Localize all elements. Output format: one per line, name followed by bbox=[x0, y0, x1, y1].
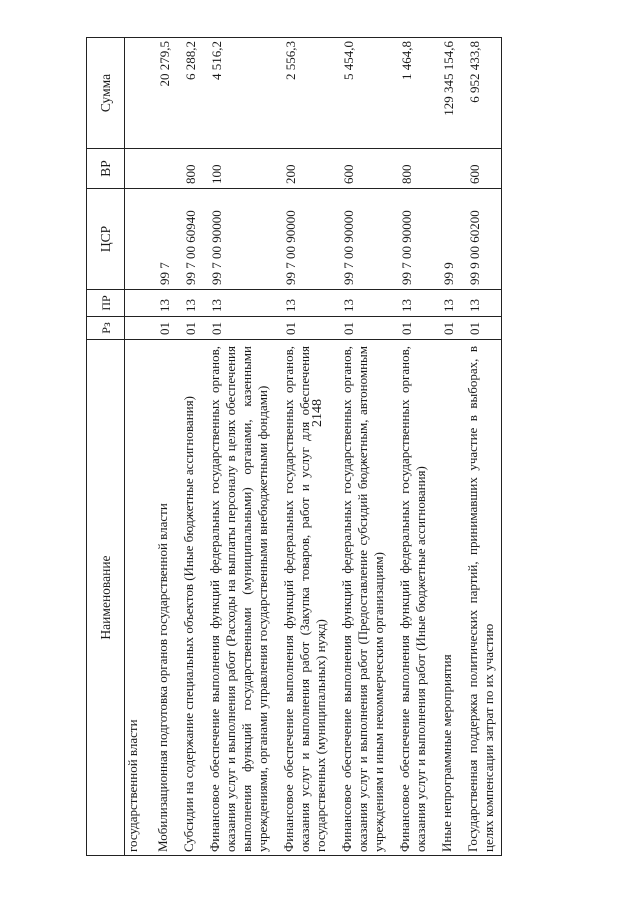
row-name: Финансовое обеспечение выполнения функций федеральных государственных органов, оказания услуг и выполнения работ (Иные бюджетные ассигнования) bbox=[391, 340, 433, 856]
row-name: Субсидии на содержание специальных объектов (Иные бюджетные ассигнования) bbox=[175, 340, 201, 856]
page-number: 2148 bbox=[310, 399, 325, 427]
header-pr: ПР bbox=[87, 290, 125, 317]
header-name: Наименование bbox=[87, 340, 125, 856]
row-sum: 20 279,5 bbox=[149, 38, 175, 149]
row-name: Мобилизационная подготовка органов государственной власти bbox=[149, 340, 175, 856]
row-rz: 01 bbox=[459, 317, 502, 340]
table-row bbox=[149, 38, 175, 856]
row-rz: 01 bbox=[201, 317, 275, 340]
row-csr: 99 7 00 90000 bbox=[333, 189, 391, 290]
row-csr: 99 9 00 60200 bbox=[459, 189, 502, 290]
row-name: Финансовое обеспечение выполнения функций федеральных государственных органов, оказания услуг и выполнения работ (Расходы на выплаты персоналу в целях обеспечения выполнения функций государственными (муниципальными) органами, казенными учреждениями, органами управления государственными внебюджетными фондами) bbox=[201, 340, 275, 856]
row-pr: 13 bbox=[275, 290, 333, 317]
row-vr: 800 bbox=[175, 149, 201, 189]
table-row bbox=[433, 38, 459, 856]
row-name: Государственная поддержка политических партий, принимавших участие в выборах, в целях компенсации затрат по их участию bbox=[459, 340, 502, 856]
row-vr bbox=[125, 149, 150, 189]
table-row bbox=[125, 38, 150, 856]
row-name: государственной власти bbox=[125, 340, 150, 856]
row-csr: 99 7 00 60940 bbox=[175, 189, 201, 290]
row-sum: 2 556,3 bbox=[275, 38, 333, 149]
row-csr: 99 7 bbox=[149, 189, 175, 290]
row-rz: 01 bbox=[275, 317, 333, 340]
table-row bbox=[459, 38, 502, 856]
row-pr: 13 bbox=[433, 290, 459, 317]
row-name: Финансовое обеспечение выполнения функций федеральных государственных органов, оказания услуг и выполнения работ (Закупка товаров, работ и услуг для обеспечения государственных (муниципальных) нужд) bbox=[275, 340, 333, 856]
row-pr: 13 bbox=[201, 290, 275, 317]
row-pr: 13 bbox=[149, 290, 175, 317]
row-pr: 13 bbox=[459, 290, 502, 317]
row-rz: 01 bbox=[333, 317, 391, 340]
row-csr: 99 7 00 90000 bbox=[275, 189, 333, 290]
row-name: Финансовое обеспечение выполнения функций федеральных государственных органов, оказания услуг и выполнения работ (Предоставление субсидий бюджетным, автономным учреждениям и иным некоммерческим организациям) bbox=[333, 340, 391, 856]
row-sum: 6 952 433,8 bbox=[459, 38, 502, 149]
row-name: Иные непрограммные мероприятия bbox=[433, 340, 459, 856]
table-row bbox=[391, 38, 433, 856]
row-rz bbox=[125, 317, 150, 340]
row-vr: 200 bbox=[275, 149, 333, 189]
table-row bbox=[275, 38, 333, 856]
row-pr bbox=[125, 290, 150, 317]
row-vr bbox=[149, 149, 175, 189]
row-sum: 5 454,0 bbox=[333, 38, 391, 149]
row-sum: 1 464,8 bbox=[391, 38, 433, 149]
header-csr: ЦСР bbox=[87, 189, 125, 290]
row-csr: 99 7 00 90000 bbox=[201, 189, 275, 290]
table-row bbox=[201, 38, 275, 856]
row-rz: 01 bbox=[175, 317, 201, 340]
row-rz: 01 bbox=[391, 317, 433, 340]
row-vr: 800 bbox=[391, 149, 433, 189]
row-rz: 01 bbox=[149, 317, 175, 340]
row-sum: 129 345 154,6 bbox=[433, 38, 459, 149]
row-pr: 13 bbox=[333, 290, 391, 317]
table-row bbox=[175, 38, 201, 856]
row-rz: 01 bbox=[433, 317, 459, 340]
row-vr: 600 bbox=[333, 149, 391, 189]
row-sum: 4 516,2 bbox=[201, 38, 275, 149]
rotated-page-content bbox=[86, 18, 612, 878]
budget-table bbox=[86, 37, 502, 856]
header-vr: ВР bbox=[87, 149, 125, 189]
row-vr: 600 bbox=[459, 149, 502, 189]
table-header bbox=[87, 38, 125, 856]
row-vr bbox=[433, 149, 459, 189]
row-pr: 13 bbox=[391, 290, 433, 317]
row-sum bbox=[125, 38, 150, 149]
table-row bbox=[333, 38, 391, 856]
header-sum: Сумма bbox=[87, 38, 125, 149]
row-csr: 99 9 bbox=[433, 189, 459, 290]
row-csr: 99 7 00 90000 bbox=[391, 189, 433, 290]
header-rz: Рз bbox=[87, 317, 125, 340]
row-csr bbox=[125, 189, 150, 290]
row-sum: 6 288,2 bbox=[175, 38, 201, 149]
row-pr: 13 bbox=[175, 290, 201, 317]
row-vr: 100 bbox=[201, 149, 275, 189]
